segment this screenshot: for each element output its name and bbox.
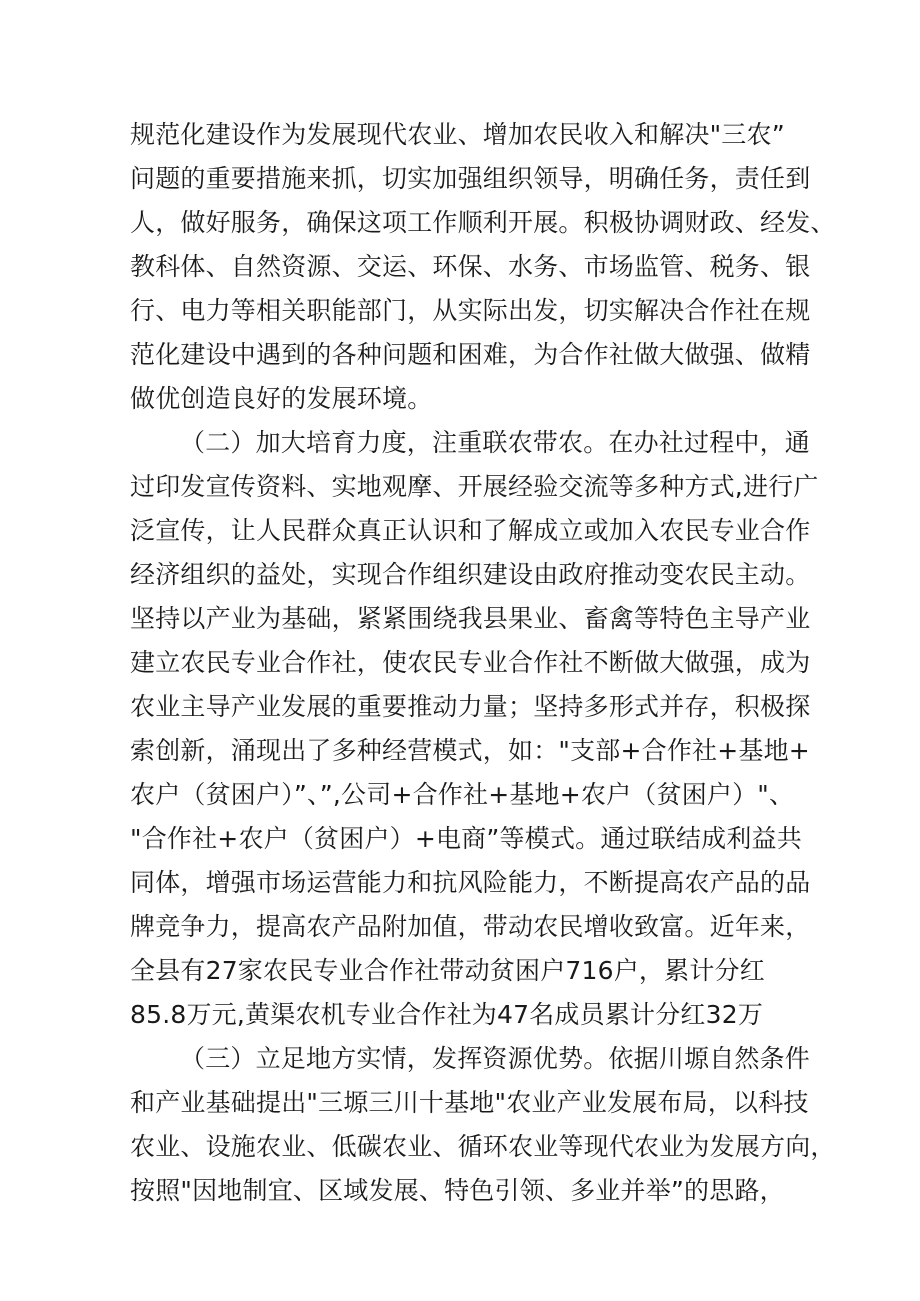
text-line: 农业、设施农业、低碳农业、循环农业等现代农业为发展方向， [130,1132,836,1161]
text-line: 农户（贫困户）”、”,公司+合作社+基地+农户（贫困户）"、 [130,780,795,809]
text-line: 牌竞争力，提高农产品附加值，带动农民增收致富。近年来， [130,912,811,941]
text-line: 全县有27家农民专业合作社带动贫困户716户，累计分红 [130,956,765,985]
text-line: 泛宣传，让人民群众真正认识和了解成立或加入农民专业合作 [130,516,811,545]
text-line: 规范化建设作为发展现代农业、增加农民收入和解决"三农” [130,120,785,149]
text-line: 做优创造良好的发展环境。 [130,384,433,413]
text-line: 问题的重要措施来抓，切实加强组织领导，明确任务，责任到 [130,164,811,193]
section-heading-line: （二）加大培育力度，注重联农带农。在办社过程中，通 [180,428,811,457]
text-line: 85.8万元,黄渠农机专业合作社为47名成员累计分红32万 [130,1000,764,1029]
text-line: "合作社+农户（贫困户）+电商”等模式。通过联结成利益共 [130,824,802,853]
text-line: 坚持以产业为基础，紧紧围绕我县果业、畜禽等特色主导产业 [130,604,811,633]
text-line: 索创新，涌现出了多种经营模式，如："支部+合作社+基地+ [130,736,810,765]
text-line: 按照"因地制宜、区域发展、特色引领、多业并举”的思路， [130,1176,785,1205]
text-line: 同体，增强市场运营能力和抗风险能力，不断提高农产品的品 [130,868,811,897]
text-line: 过印发宣传资料、实地观摩、开展经验交流等多种方式,进行广 [130,472,819,501]
text-line: 和产业基础提出"三塬三川十基地"农业产业发展布局，以科技 [130,1088,809,1117]
section-heading-line: （三）立足地方实情，发挥资源优势。依据川塬自然条件 [180,1044,811,1073]
text-line: 行、电力等相关职能部门，从实际出发，切实解决合作社在规 [130,296,811,325]
text-line: 范化建设中遇到的各种问题和困难，为合作社做大做强、做精 [130,340,811,369]
text-line: 教科体、自然资源、交运、环保、水务、市场监管、税务、银 [130,252,811,281]
text-line: 人，做好服务，确保这项工作顺利开展。积极协调财政、经发、 [130,208,836,237]
text-line: 建立农民专业合作社，使农民专业合作社不断做大做强，成为 [130,648,811,677]
text-line: 经济组织的益处，实现合作组织建设由政府推动变农民主动。 [130,560,811,589]
text-line: 农业主导产业发展的重要推动力量；坚持多形式并存，积极探 [130,692,811,721]
